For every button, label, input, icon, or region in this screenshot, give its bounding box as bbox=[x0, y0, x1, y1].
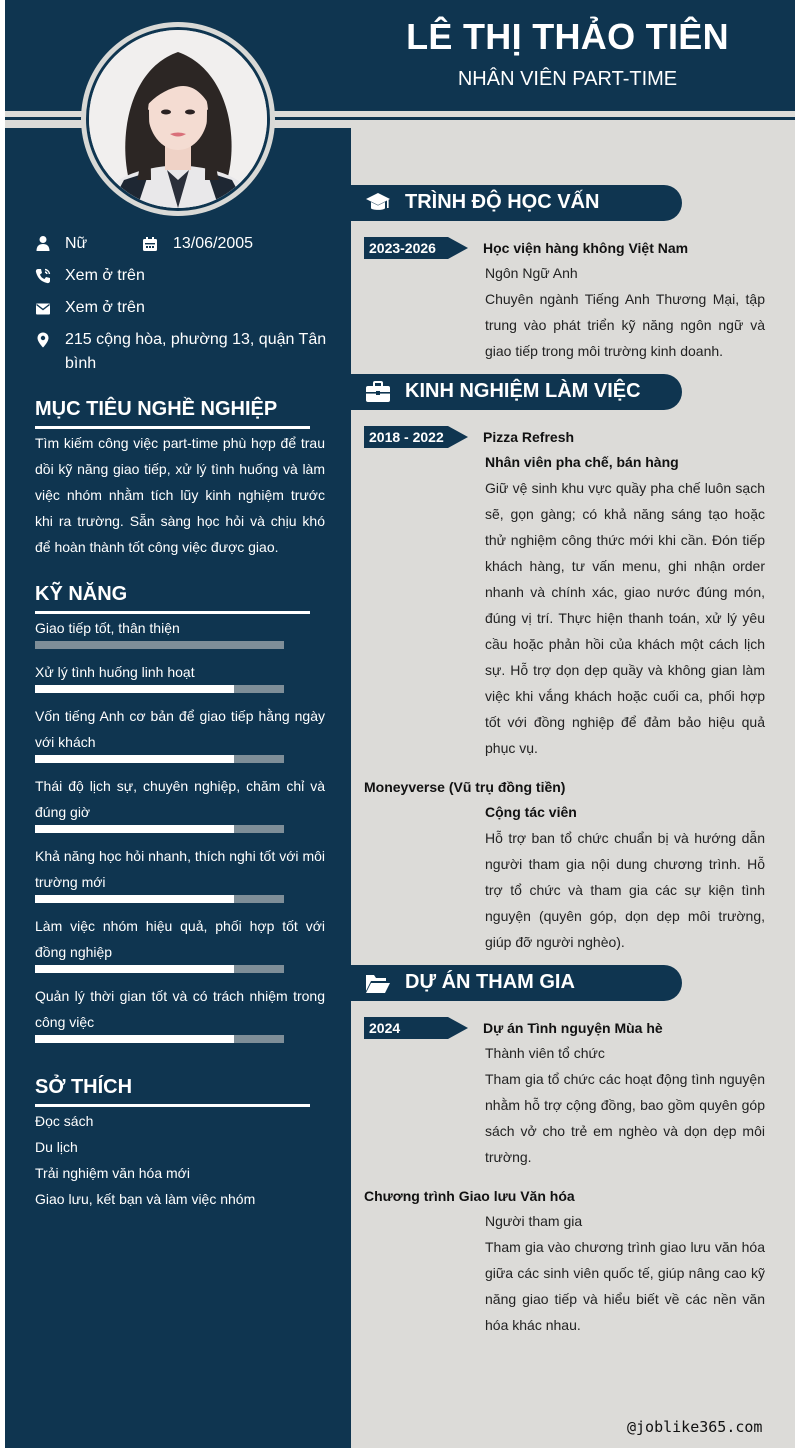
candidate-name: LÊ THỊ THẢO TIÊN bbox=[406, 16, 729, 57]
experience-position: Nhân viên pha chế, bán hàng bbox=[485, 454, 679, 470]
skill-label: Giao tiếp tốt, thân thiện bbox=[35, 620, 180, 636]
hobby-item: Du lịch bbox=[35, 1139, 78, 1155]
skill-bar-fill bbox=[35, 895, 234, 903]
hobbies-rule bbox=[35, 1104, 310, 1107]
skill-bar-fill bbox=[35, 825, 234, 833]
skill-label: Thái độ lịch sự, chuyên nghiệp, chăm chỉ và đúng giờ bbox=[35, 778, 325, 820]
objective-rule bbox=[35, 426, 310, 429]
avatar bbox=[89, 30, 267, 208]
education-banner bbox=[351, 185, 682, 221]
hobby-item: Đọc sách bbox=[35, 1113, 94, 1129]
skill-label: Quản lý thời gian tốt và có trách nhiệm trong công việc bbox=[35, 988, 325, 1030]
objective-text: Tìm kiếm công việc part-time phù hợp để trau dồi kỹ năng giao tiếp, xử lý tình huống và làm việc nhóm nhằm tích lũy kinh nghiệm trước khi ra trường. Sẵn sàng học hỏi và chịu khó để hoàn thành tốt công việc được giao. bbox=[35, 435, 325, 555]
person-icon bbox=[35, 235, 51, 251]
education-major: Ngôn Ngữ Anh bbox=[485, 265, 578, 281]
project-role: Thành viên tổ chức bbox=[485, 1045, 605, 1061]
graduation-cap-icon bbox=[365, 191, 391, 215]
candidate-job-title: NHÂN VIÊN PART-TIME bbox=[457, 68, 678, 90]
map-pin-icon bbox=[35, 332, 51, 348]
birthdate-value: 13/06/2005 bbox=[173, 235, 254, 252]
skill-bar bbox=[35, 755, 284, 763]
skill-label: Khả năng học hỏi nhanh, thích nghi tốt với môi trường mới bbox=[35, 848, 325, 890]
project-name: Chương trình Giao lưu Văn hóa bbox=[364, 1188, 575, 1204]
skill-label: Xử lý tình huống linh hoạt bbox=[35, 664, 195, 680]
skill-bar bbox=[35, 641, 284, 649]
cv-page bbox=[5, 0, 795, 1448]
skill-label: Vốn tiếng Anh cơ bản để giao tiếp hằng ngày với khách bbox=[35, 708, 325, 750]
address-value: 215 cộng hòa, phường 13, quận Tân bình bbox=[65, 331, 327, 372]
folder-open-icon bbox=[365, 971, 391, 995]
skill-bar bbox=[35, 895, 284, 903]
project-name: Dự án Tình nguyện Mùa hè bbox=[483, 1020, 663, 1036]
education-heading: TRÌNH ĐỘ HỌC VẤN bbox=[405, 191, 600, 213]
skill-bar bbox=[35, 685, 284, 693]
skill-bar-fill bbox=[35, 965, 234, 973]
email-icon bbox=[35, 301, 51, 317]
skill-bar bbox=[35, 1035, 284, 1043]
phone-icon bbox=[35, 268, 51, 284]
experience-description: Hỗ trợ ban tổ chức chuẩn bị và hướng dẫn người tham gia nội dung chương trình. Hỗ trợ tổ chức và tham gia các sự kiện tình nguyện (quyên góp, dọn dẹp môi trường, giúp đỡ người nghèo). bbox=[485, 830, 765, 950]
briefcase-icon bbox=[365, 380, 391, 404]
project-role: Người tham gia bbox=[485, 1213, 583, 1229]
projects-heading: DỰ ÁN THAM GIA bbox=[405, 971, 575, 993]
experience-company: Pizza Refresh bbox=[483, 429, 575, 445]
skills-heading: KỸ NĂNG bbox=[35, 583, 128, 605]
phone-value: Xem ở trên bbox=[65, 267, 145, 284]
skill-bar-fill bbox=[35, 685, 234, 693]
watermark-text: @joblike365.com bbox=[627, 1418, 763, 1436]
experience-company: Moneyverse (Vũ trụ đồng tiền) bbox=[364, 779, 566, 795]
experience-heading: KINH NGHIỆM LÀM VIỆC bbox=[405, 380, 641, 402]
education-description: Chuyên ngành Tiếng Anh Thương Mại, tập trung vào phát triển kỹ năng ngôn ngữ và giao tiếp trong môi trường kinh doanh. bbox=[485, 291, 765, 359]
hobby-item: Trải nghiệm văn hóa mới bbox=[35, 1165, 190, 1181]
skill-bar bbox=[35, 965, 284, 973]
skill-bar bbox=[35, 825, 284, 833]
project-period: 2024 bbox=[369, 1020, 401, 1036]
education-period: 2023-2026 bbox=[369, 240, 436, 256]
hobby-item: Giao lưu, kết bạn và làm việc nhóm bbox=[35, 1191, 256, 1207]
experience-position: Cộng tác viên bbox=[485, 804, 577, 820]
skill-bar-fill bbox=[35, 1035, 234, 1043]
projects-banner bbox=[351, 965, 682, 1001]
project-description: Tham gia tổ chức các hoạt động tình nguyện nhằm hỗ trợ cộng đồng, bao gồm quyên góp sách vở cho trẻ em nghèo và dọn dẹp môi trường. bbox=[485, 1071, 765, 1165]
education-school: Học viện hàng không Việt Nam bbox=[483, 240, 689, 256]
experience-description: Giữ vệ sinh khu vực quầy pha chế luôn sạch sẽ, gọn gàng; có khả năng sáng tạo hoặc thử nghiệm công thức mới khi cần. Đón tiếp khách hàng, tư vấn menu, ghi nhận order nhanh và chính xác, giao nước đúng món, đúng vị trí. Thực hiện thanh toán, xử lý yêu cầu hoặc phản hồi của khách một cách lịch sự. Hỗ trợ dọn dẹp quầy và không gian làm việc khi vắng khách hoặc cuối ca, phối hợp tốt với đồng nghiệp để đảm bảo hiệu quả phục vụ. bbox=[485, 480, 765, 756]
project-description: Tham gia vào chương trình giao lưu văn hóa giữa các sinh viên quốc tế, giúp nâng cao kỹ năng giao tiếp và hiểu biết về các nền văn hóa khác nhau. bbox=[485, 1239, 765, 1333]
sidebar bbox=[5, 128, 351, 1448]
profile-photo-icon bbox=[89, 30, 267, 208]
skills-rule bbox=[35, 611, 310, 614]
gender-value: Nữ bbox=[65, 235, 88, 252]
objective-heading: MỤC TIÊU NGHỀ NGHIỆP bbox=[35, 398, 278, 420]
skill-bar-fill bbox=[35, 755, 234, 763]
experience-banner bbox=[351, 374, 682, 410]
skill-label: Làm việc nhóm hiệu quả, phối hợp tốt với đồng nghiệp bbox=[35, 918, 325, 960]
experience-period: 2018 - 2022 bbox=[369, 429, 444, 445]
hobbies-heading: SỞ THÍCH bbox=[35, 1076, 133, 1098]
calendar-icon bbox=[142, 236, 158, 252]
email-value: Xem ở trên bbox=[65, 299, 145, 316]
